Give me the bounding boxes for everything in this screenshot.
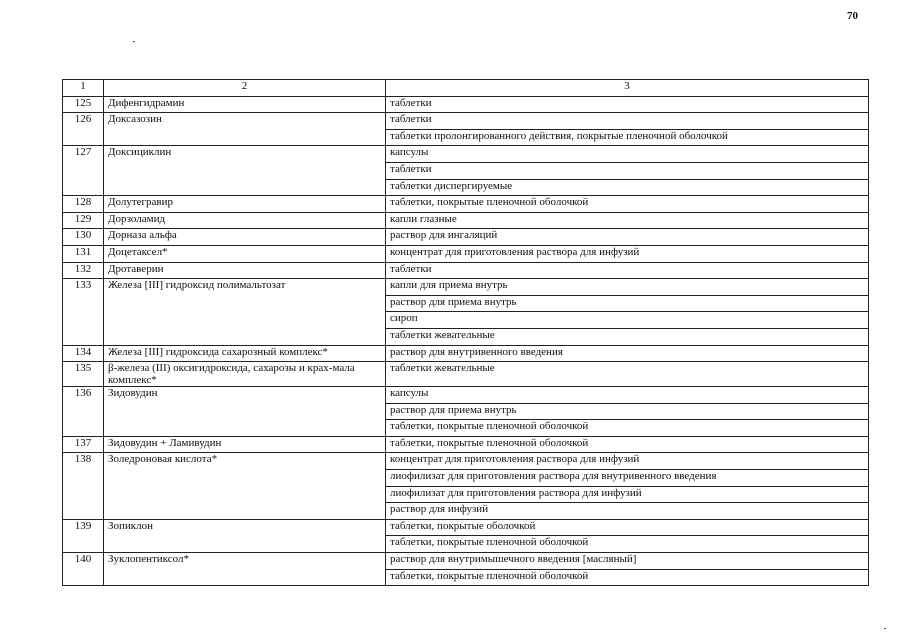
row-number: 136: [63, 387, 104, 437]
row-number: 130: [63, 229, 104, 246]
drug-name: Зидовудин: [104, 387, 386, 437]
row-number: 139: [63, 519, 104, 552]
header-cell-2: 2: [104, 80, 386, 97]
table-row: [63, 345, 869, 362]
dosage-form: раствор для внутримышечного введения [масляный]: [386, 553, 869, 570]
row-number: 134: [63, 345, 104, 362]
dosage-form: таблетки: [386, 96, 869, 113]
table-row: [63, 96, 869, 113]
dosage-form: капсулы: [386, 387, 869, 404]
row-number: 131: [63, 245, 104, 262]
row-number: 137: [63, 436, 104, 453]
table-row: [63, 229, 869, 246]
dosage-form: таблетки, покрытые пленочной оболочкой: [386, 436, 869, 453]
dosage-form: таблетки, покрытые пленочной оболочкой: [386, 536, 869, 553]
dosage-form: таблетки диспергируемые: [386, 179, 869, 196]
table-row: [63, 387, 869, 404]
drug-name: Зуклопентиксол*: [104, 553, 386, 586]
row-number: 133: [63, 279, 104, 345]
drug-name: Доцетаксел*: [104, 245, 386, 262]
row-number: 135: [63, 362, 104, 387]
dosage-form: раствор для внутривенного введения: [386, 345, 869, 362]
dosage-form: таблетки жевательные: [386, 328, 869, 345]
table-body: [63, 80, 869, 586]
drug-name: Дифенгидрамин: [104, 96, 386, 113]
row-number: 138: [63, 453, 104, 519]
page-number: 70: [847, 10, 858, 22]
row-number: 128: [63, 196, 104, 213]
table-row: [63, 436, 869, 453]
row-number: 126: [63, 113, 104, 146]
drug-name: Доксазозин: [104, 113, 386, 146]
row-number: 127: [63, 146, 104, 196]
drug-name: Железа [III] гидроксида сахарозный комплекс*: [104, 345, 386, 362]
table-row: [63, 245, 869, 262]
scan-speck: [884, 628, 886, 629]
table-row: [63, 362, 869, 387]
table-row: [63, 453, 869, 470]
dosage-form: таблетки: [386, 113, 869, 130]
drug-name: Зопиклон: [104, 519, 386, 552]
dosage-form: таблетки, покрытые пленочной оболочкой: [386, 420, 869, 437]
row-number: 129: [63, 212, 104, 229]
dosage-form: таблетки, покрытые оболочкой: [386, 519, 869, 536]
table-row: [63, 212, 869, 229]
row-number: 132: [63, 262, 104, 279]
dosage-form: капли для приема внутрь: [386, 279, 869, 296]
table-row: [63, 553, 869, 570]
table-row: [63, 146, 869, 163]
dosage-form: таблетки, покрытые пленочной оболочкой: [386, 569, 869, 586]
dosage-form: раствор для ингаляций: [386, 229, 869, 246]
header-cell-3: 3: [386, 80, 869, 97]
dosage-form: раствор для приема внутрь: [386, 295, 869, 312]
dosage-form: капсулы: [386, 146, 869, 163]
dosage-form: раствор для приема внутрь: [386, 403, 869, 420]
dosage-form: капли глазные: [386, 212, 869, 229]
drug-name: β-железа (III) оксигидроксида, сахарозы и крах-мала комплекс*: [104, 362, 386, 387]
drug-name: Дорназа альфа: [104, 229, 386, 246]
dosage-form: таблетки: [386, 162, 869, 179]
drug-name: Дорзоламид: [104, 212, 386, 229]
dosage-form: лиофилизат для приготовления раствора для внутривенного введения: [386, 470, 869, 487]
dosage-form: концентрат для приготовления раствора для инфузий: [386, 245, 869, 262]
scan-speck: [133, 41, 135, 42]
dosage-form: раствор для инфузий: [386, 503, 869, 520]
dosage-form: таблетки жевательные: [386, 362, 869, 387]
dosage-form: лиофилизат для приготовления раствора для инфузий: [386, 486, 869, 503]
drug-table: [62, 79, 869, 586]
drug-name: Золедроновая кислота*: [104, 453, 386, 519]
dosage-form: таблетки пролонгированного действия, покрытые пленочной оболочкой: [386, 129, 869, 146]
dosage-form: сироп: [386, 312, 869, 329]
drug-name: Зидовудин + Ламивудин: [104, 436, 386, 453]
table-row: [63, 196, 869, 213]
dosage-form: таблетки: [386, 262, 869, 279]
drug-name: Доксициклин: [104, 146, 386, 196]
drug-name: Долутегравир: [104, 196, 386, 213]
row-number: 125: [63, 96, 104, 113]
table-row: [63, 519, 869, 536]
row-number: 140: [63, 553, 104, 586]
table-row: [63, 113, 869, 130]
drug-name: Дротаверин: [104, 262, 386, 279]
dosage-form: концентрат для приготовления раствора для инфузий: [386, 453, 869, 470]
table-row: [63, 279, 869, 296]
drug-name: Железа [III] гидроксид полимальтозат: [104, 279, 386, 345]
table-row: [63, 262, 869, 279]
header-row: [63, 80, 869, 97]
header-cell-1: 1: [63, 80, 104, 97]
dosage-form: таблетки, покрытые пленочной оболочкой: [386, 196, 869, 213]
